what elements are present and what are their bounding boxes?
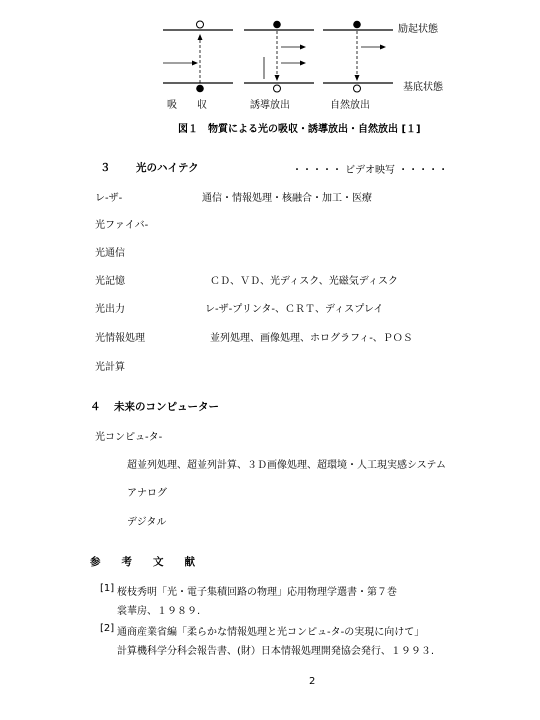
arrow-head bbox=[380, 45, 386, 50]
spontaneous-emission-label: 自然放出 bbox=[330, 100, 370, 111]
future-line-1: 超並列処理、超並列計算、３Ｄ画像処理、超環境・人工現実感システム bbox=[127, 460, 446, 471]
section4-title: 未来のコンピューター bbox=[114, 401, 219, 413]
absorption-panel bbox=[163, 21, 233, 92]
arrow-head bbox=[275, 75, 280, 81]
figure-caption: 図１ 物質による光の吸収・誘導放出・自然放出 [１] bbox=[178, 124, 421, 135]
empty-electron bbox=[274, 85, 281, 92]
stimulated-emission-label: 誘導放出 bbox=[250, 100, 290, 111]
term-laser: レ‐ザ‐ bbox=[95, 193, 123, 204]
arrow-head bbox=[355, 75, 360, 81]
term-optical-communication: 光通信 bbox=[95, 248, 125, 259]
electron bbox=[273, 21, 281, 29]
electron bbox=[196, 85, 204, 93]
term-optical-fiber: 光ファイバ‐ bbox=[95, 220, 149, 231]
desc-optical-info-processing: 並列処理、画像処理、ホログラフィ‐、ＰＯＳ bbox=[210, 333, 413, 344]
section4-number: ４ bbox=[90, 401, 101, 413]
section3-title: 光のハイテク bbox=[136, 162, 199, 174]
excited-state-label: 励起状態 bbox=[398, 24, 438, 35]
arrow-head bbox=[300, 45, 306, 50]
spontaneous-emission-panel bbox=[323, 21, 393, 92]
arrow-head bbox=[192, 61, 198, 66]
empty-electron bbox=[197, 21, 204, 28]
section3-number: ３ bbox=[100, 162, 111, 174]
ref1-line1: 桜枝秀明「光・電子集積回路の物理」応用物理学選書・第７巻 bbox=[117, 587, 397, 598]
stimulated-emission-panel bbox=[244, 21, 314, 92]
term-optical-computing: 光計算 bbox=[95, 362, 125, 373]
arrow-head bbox=[300, 61, 306, 66]
references-title: 参 考 文 献 bbox=[90, 556, 195, 568]
section3-subtitle: ・・・・・ ビデオ映写 ・・・・・ bbox=[292, 165, 449, 176]
ref2-line1: 通商産業省編「柔らかな情報処理と光コンピュ‐タ‐の実現に向けて」 bbox=[117, 627, 425, 638]
future-line-analog: アナログ bbox=[127, 488, 167, 499]
ref1-line2: 裳華房、１９８９. bbox=[117, 606, 201, 617]
arrow-head bbox=[198, 34, 203, 40]
term-optical-output: 光出力 bbox=[95, 304, 125, 315]
absorption-label: 吸 収 bbox=[167, 100, 207, 111]
ground-state-label: 基底状態 bbox=[403, 82, 443, 93]
future-line-digital: デジタル bbox=[127, 517, 167, 528]
optical-computer-item: 光コンピュ‐タ‐ bbox=[95, 432, 163, 443]
term-optical-info-processing: 光情報処理 bbox=[95, 333, 145, 344]
electron bbox=[353, 21, 361, 29]
ref2-number: [2] bbox=[100, 623, 115, 634]
empty-electron bbox=[354, 85, 361, 92]
term-optical-memory: 光記憶 bbox=[95, 276, 125, 287]
desc-laser: 通信・情報処理・核融合・加工・医療 bbox=[202, 193, 372, 204]
page-number: 2 bbox=[309, 676, 316, 687]
ref2-line2: 計算機科学分科会報告書、(財）日本情報処理開発協会発行、１９９３. bbox=[117, 646, 435, 657]
ref1-number: [1] bbox=[100, 583, 115, 594]
desc-optical-memory: ＣＤ、ＶＤ、光ディスク、光磁気ディスク bbox=[210, 276, 398, 287]
desc-optical-output: レ‐ザ‐プリンタ‐、ＣＲＴ、ディスプレイ bbox=[205, 304, 384, 315]
